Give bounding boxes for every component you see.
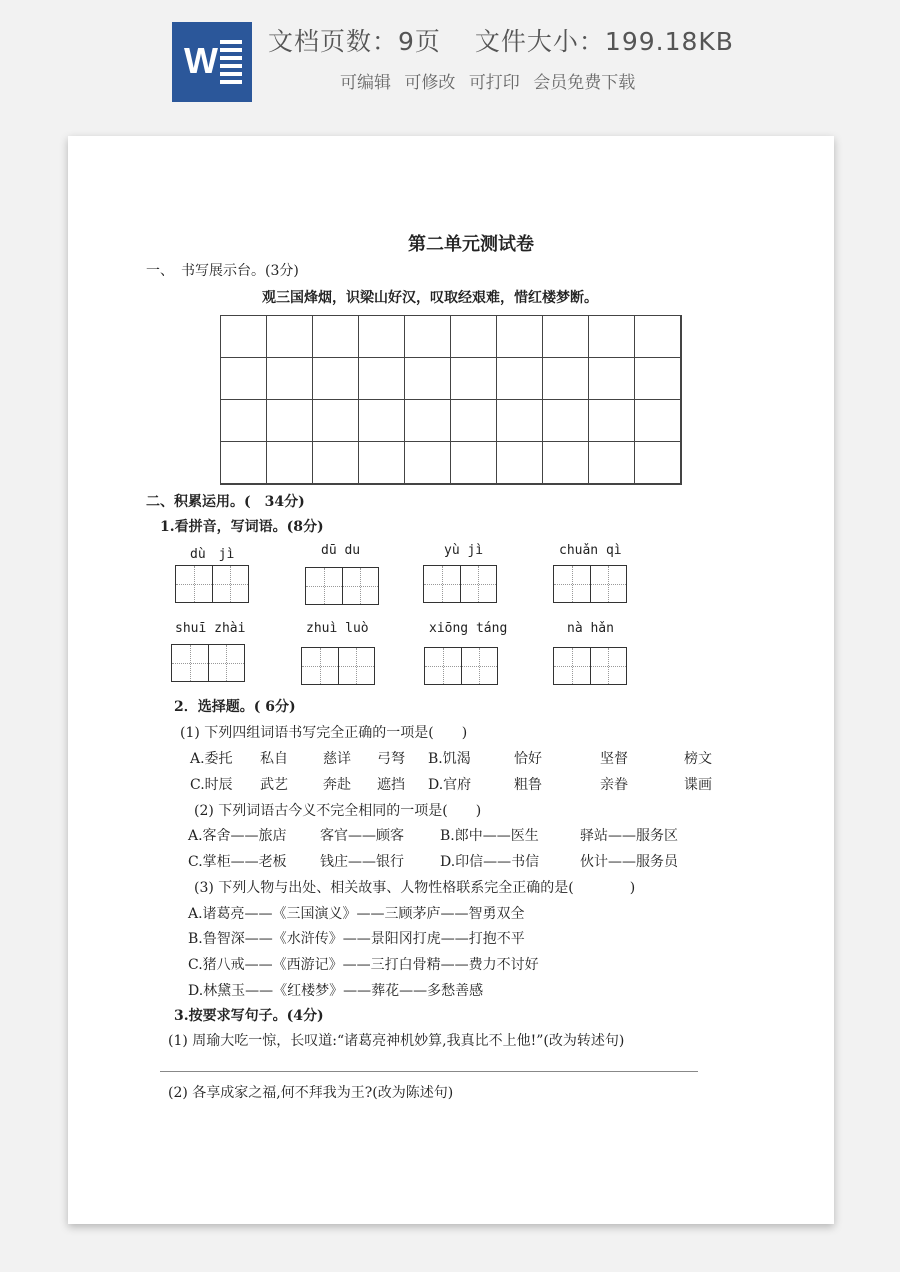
q2-1-word: 弓弩	[377, 751, 405, 767]
pinyin-1: dù jì	[190, 547, 235, 562]
feature-list	[340, 68, 643, 93]
file-info-title	[268, 22, 734, 58]
download-banner	[0, 0, 900, 125]
q2-1-stem: (1) 下列四组词语书写完全正确的一项是( )	[180, 725, 468, 741]
answer-box-3[interactable]	[423, 565, 497, 603]
answer-box-5[interactable]	[171, 644, 245, 682]
pinyin-2: dū du	[321, 543, 361, 558]
q3-heading: 3.按要求写句子。(4分)	[174, 1008, 324, 1024]
q2-3-option-b: B.鲁智深——《水浒传》——景阳冈打虎——打抱不平	[188, 931, 525, 947]
q2-1-option-a: A.委托	[190, 751, 233, 767]
q2-1-option-c: C.时辰	[190, 777, 233, 793]
q3-2-prompt: (2) 各享成家之福,何不拜我为王?(改为陈述句)	[168, 1085, 454, 1101]
answer-box-8[interactable]	[553, 647, 627, 685]
document-page	[68, 136, 834, 1224]
answer-line[interactable]	[160, 1071, 698, 1072]
pinyin-6: zhuì luò	[306, 621, 369, 636]
q2-2-pair: 伙计——服务员	[580, 854, 678, 870]
file-size-label: 文件大小：199.18KB	[474, 27, 734, 56]
word-icon-letter: W	[184, 40, 218, 81]
q3-1-prompt: (1) 周瑜大吃一惊，长叹道:“诸葛亮神机妙算,我真比不上他!”(改为转述句)	[168, 1033, 625, 1049]
q2-3-stem: (3) 下列人物与出处、相关故事、人物性格联系完全正确的是( )	[194, 880, 636, 896]
pinyin-8: nà hǎn	[567, 621, 614, 636]
feature-member-download: 会员免费下载	[533, 73, 636, 93]
q2-2-option-a: A.客舍——旅店	[188, 828, 287, 844]
q2-1-word: 粗鲁	[514, 777, 542, 793]
q2-1-word: 恰好	[514, 751, 542, 767]
q2-1-word: 谍画	[684, 777, 712, 793]
q2-1-word: 坚督	[600, 751, 628, 767]
feature-printable: 可打印	[468, 73, 520, 93]
section-1-heading: 一、 书写展示台。(3分)	[146, 263, 299, 279]
q2-2-pair: 钱庄——银行	[320, 854, 404, 870]
pinyin-5: shuī zhài	[175, 621, 246, 636]
pinyin-7: xiōng táng	[429, 621, 508, 636]
answer-box-6[interactable]	[301, 647, 375, 685]
q2-2-stem: (2) 下列词语古今义不完全相同的一项是( )	[194, 803, 482, 819]
answer-box-7[interactable]	[424, 647, 498, 685]
q2-1-word: 亲眷	[600, 777, 628, 793]
q2-3-option-c: C.猪八戒——《西游记》——三打白骨精——费力不讨好	[188, 957, 539, 973]
q2-1-word: 慈详	[323, 751, 351, 767]
feature-editable: 可编辑	[340, 73, 391, 93]
q2-3-option-d: D.林黛玉——《红楼梦》——葬花——多愁善感	[188, 983, 484, 999]
answer-box-2[interactable]	[305, 567, 379, 605]
q2-1-word: 私自	[260, 751, 288, 767]
q2-2-option-d: D.印信——书信	[440, 854, 540, 870]
q1-heading: 1.看拼音，写词语。(8分)	[160, 519, 324, 535]
q2-1-word: 榜文	[684, 751, 712, 767]
q2-2-option-b: B.郎中——医生	[440, 828, 539, 844]
q2-2-option-c: C.掌柜——老板	[188, 854, 287, 870]
answer-box-4[interactable]	[553, 565, 627, 603]
q2-1-word: 遮挡	[377, 777, 405, 793]
writing-grid[interactable]	[220, 315, 682, 485]
feature-modifiable: 可修改	[404, 73, 456, 93]
page-title: 第二单元测试卷	[408, 234, 534, 255]
q2-1-option-b: B.饥渴	[428, 751, 471, 767]
q2-2-pair: 驿站——服务区	[580, 828, 678, 844]
q2-1-word: 武艺	[260, 777, 288, 793]
page-count-label: 文档页数：9页	[268, 27, 441, 56]
section-1-sentence: 观三国烽烟，识梁山好汉，叹取经艰难，惜红楼梦断。	[262, 290, 598, 306]
q2-1-option-d: D.官府	[428, 777, 472, 793]
word-document-icon	[172, 22, 252, 102]
q2-heading: 2．选择题。( 6分)	[174, 699, 296, 715]
section-2-heading: 二、积累运用。( 34分)	[146, 494, 305, 510]
pinyin-3: yù jì	[444, 543, 484, 558]
pinyin-4: chuǎn qì	[559, 543, 622, 558]
q2-2-pair: 客官——顾客	[320, 828, 404, 844]
answer-box-1[interactable]	[175, 565, 249, 603]
q2-1-word: 奔赴	[323, 777, 351, 793]
q2-3-option-a: A.诸葛亮——《三国演义》——三顾茅庐——智勇双全	[188, 906, 525, 922]
